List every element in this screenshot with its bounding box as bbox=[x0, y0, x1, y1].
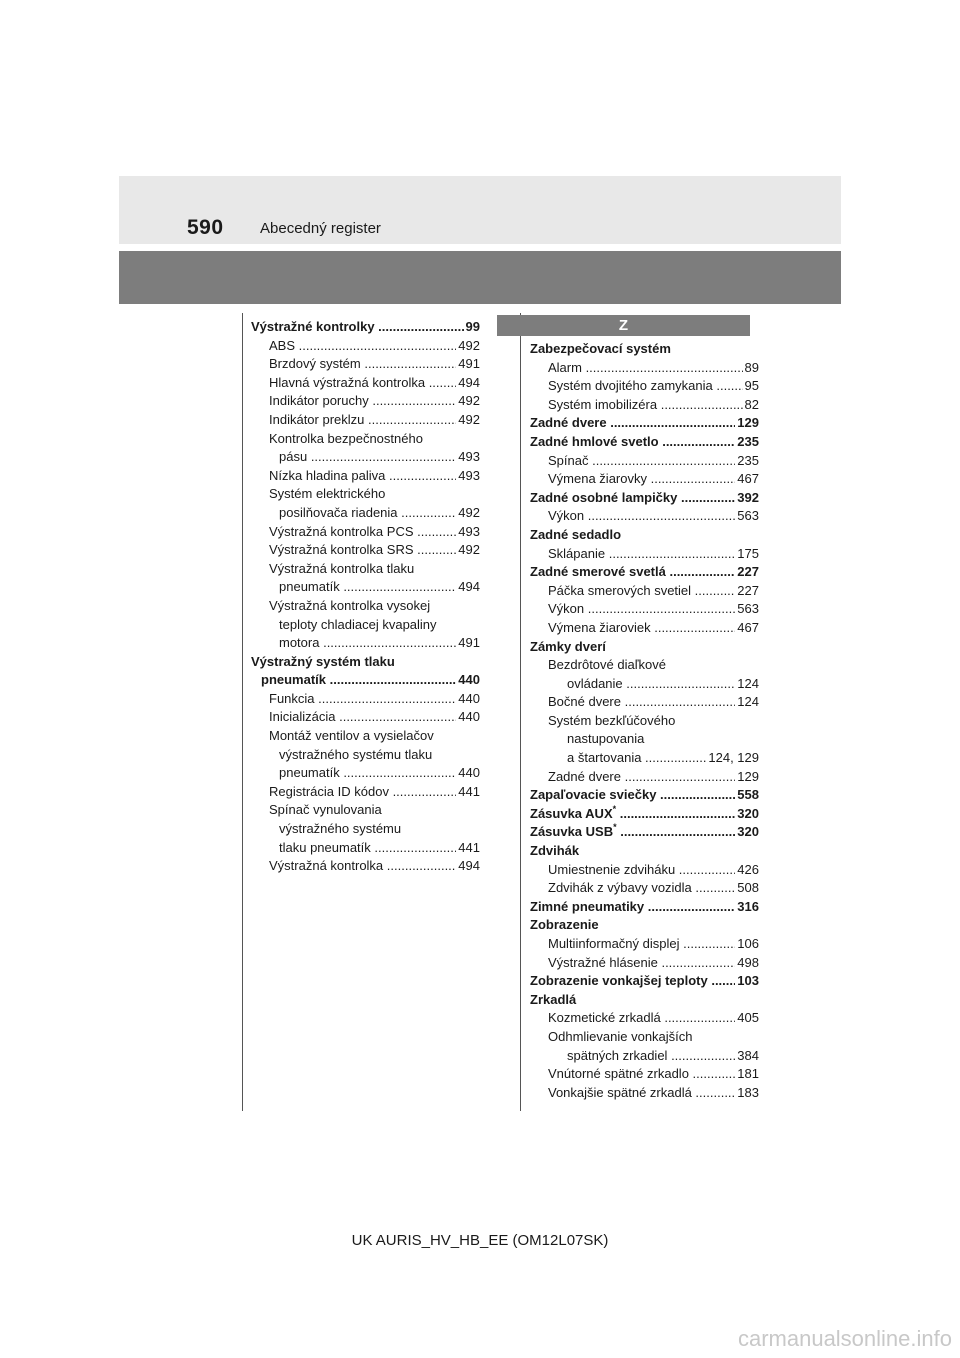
header-bar bbox=[119, 176, 841, 244]
entry-page-number: 467 bbox=[735, 619, 759, 638]
entry-text: Zadné osobné lampičky bbox=[530, 489, 678, 505]
entry-text: pneumatík bbox=[279, 765, 340, 781]
index-entry bbox=[530, 433, 759, 452]
entry-page-number: 508 bbox=[735, 879, 759, 898]
index-entry bbox=[530, 786, 759, 805]
entry-text: nastupovania bbox=[567, 731, 645, 747]
entry-text: Brzdový systém bbox=[269, 356, 361, 372]
entry-page-number: 124 bbox=[735, 693, 759, 712]
entry-page-number: 492 bbox=[456, 337, 480, 356]
entry-text: Zadné smerové svetlá bbox=[530, 564, 666, 580]
entry-text: Zobrazenie vonkajšej teploty bbox=[530, 973, 708, 989]
entry-text: Zámky dverí bbox=[530, 638, 606, 654]
index-entry bbox=[530, 1084, 759, 1103]
index-entry bbox=[251, 392, 480, 411]
index-entry bbox=[530, 1028, 759, 1047]
index-entry bbox=[530, 619, 759, 638]
entry-text: Systém bezkľúčového bbox=[548, 712, 676, 728]
entry-text: tlaku pneumatík bbox=[279, 839, 371, 855]
index-entry bbox=[530, 991, 759, 1010]
entry-page-number: 426 bbox=[735, 861, 759, 880]
index-entry bbox=[530, 1009, 759, 1028]
index-entry bbox=[530, 414, 759, 433]
index-entry bbox=[251, 337, 480, 356]
entry-page-number: 441 bbox=[456, 783, 480, 802]
entry-text: posilňovača riadenia bbox=[279, 504, 398, 520]
entry-text: teploty chladiacej kvapaliny bbox=[279, 616, 437, 632]
header-band bbox=[119, 251, 841, 304]
index-entry bbox=[530, 768, 759, 787]
index-entry bbox=[530, 675, 759, 694]
index-entry bbox=[530, 749, 759, 768]
entry-text: Výstražná kontrolka vysokej bbox=[269, 597, 431, 613]
right-column-rule bbox=[520, 313, 521, 1111]
entry-page-number: 320 bbox=[735, 823, 759, 842]
entry-text: Vonkajšie spätné zrkadlá bbox=[548, 1084, 692, 1100]
entry-text: Bezdrôtové diaľkové bbox=[548, 657, 666, 673]
entry-text: Alarm bbox=[548, 359, 582, 375]
entry-text: Multiinformačný displej bbox=[548, 936, 680, 951]
entry-page-number: 440 bbox=[456, 671, 480, 690]
index-entry bbox=[530, 935, 759, 954]
index-entry bbox=[530, 805, 759, 824]
entry-text: Kozmetické zrkadlá bbox=[548, 1010, 661, 1026]
index-entry bbox=[251, 411, 480, 430]
entry-page-number: 440 bbox=[456, 708, 480, 727]
entry-text: Výmena žiarovky bbox=[548, 471, 647, 487]
index-entry bbox=[251, 355, 480, 374]
index-entry bbox=[530, 359, 759, 378]
entry-text: Indikátor poruchy bbox=[269, 393, 369, 409]
entry-text: Výkon bbox=[548, 508, 585, 524]
entry-page-number: 493 bbox=[456, 448, 480, 467]
index-entry bbox=[251, 430, 480, 449]
entry-page-number: 227 bbox=[735, 563, 759, 582]
entry-page-number: 491 bbox=[456, 355, 480, 374]
index-entry bbox=[251, 727, 480, 746]
entry-text: pásu bbox=[279, 449, 308, 465]
entry-text: Odhmlievanie vonkajších bbox=[548, 1028, 693, 1044]
entry-text: Zásuvka AUX bbox=[530, 805, 613, 821]
entry-text: Výstražná kontrolka SRS bbox=[269, 542, 414, 558]
index-entry bbox=[251, 671, 480, 690]
index-entry bbox=[530, 489, 759, 508]
entry-text: Výmena žiaroviek bbox=[548, 619, 651, 635]
index-entry bbox=[251, 318, 480, 337]
index-entry bbox=[530, 507, 759, 526]
entry-text: Registrácia ID kódov bbox=[269, 783, 389, 799]
index-entry bbox=[251, 374, 480, 393]
entry-text: Systém imobilizéra bbox=[548, 396, 658, 412]
entry-page-number: 492 bbox=[456, 541, 480, 560]
entry-text: Výstražný systém tlaku bbox=[251, 653, 395, 669]
entry-page-number: 183 bbox=[735, 1084, 759, 1103]
entry-text: Výkon bbox=[548, 601, 585, 617]
index-entry bbox=[251, 597, 480, 616]
index-entry bbox=[251, 578, 480, 597]
index-entry bbox=[530, 1047, 759, 1066]
index-entry bbox=[530, 693, 759, 712]
entry-page-number: 89 bbox=[743, 359, 759, 378]
entry-text: Kontrolka bezpečnostného bbox=[269, 430, 423, 446]
index-entry bbox=[530, 396, 759, 415]
index-entry bbox=[251, 448, 480, 467]
index-entry bbox=[530, 563, 759, 582]
entry-page-number: 494 bbox=[456, 578, 480, 597]
entry-text: Zadné dvere bbox=[548, 768, 621, 784]
entry-page-number: 129 bbox=[735, 768, 759, 787]
entry-page-number: 129 bbox=[735, 414, 759, 433]
entry-text: Zimné pneumatiky bbox=[530, 898, 645, 914]
entry-text: Sklápanie bbox=[548, 545, 606, 561]
index-entry bbox=[530, 600, 759, 619]
entry-page-number: 498 bbox=[735, 954, 759, 973]
index-entry bbox=[530, 842, 759, 861]
entry-page-number: 82 bbox=[743, 396, 759, 415]
entry-text: Hlavná výstražná kontrolka bbox=[269, 374, 426, 390]
index-entry bbox=[251, 560, 480, 579]
entry-page-number: 103 bbox=[735, 972, 759, 991]
entry-page-number: 175 bbox=[735, 545, 759, 564]
entry-page-number: 492 bbox=[456, 411, 480, 430]
entry-page-number: 235 bbox=[735, 452, 759, 471]
index-entry bbox=[251, 783, 480, 802]
entry-text: Výstražné kontrolky bbox=[251, 319, 375, 334]
entry-page-number: 493 bbox=[456, 523, 480, 542]
index-column-right bbox=[530, 340, 759, 1102]
index-entry bbox=[251, 467, 480, 486]
index-entry bbox=[530, 377, 759, 396]
entry-text: výstražného systému bbox=[279, 821, 402, 837]
index-entry bbox=[530, 954, 759, 973]
entry-text: Zapaľovacie sviečky bbox=[530, 787, 657, 803]
index-entry bbox=[530, 526, 759, 545]
entry-text: Systém elektrického bbox=[269, 486, 386, 502]
index-entry bbox=[251, 523, 480, 542]
index-entry bbox=[530, 730, 759, 749]
footnote-marker: * bbox=[612, 804, 617, 814]
index-entry bbox=[530, 452, 759, 471]
entry-page-number: 405 bbox=[735, 1009, 759, 1028]
entry-page-number: 494 bbox=[456, 857, 480, 876]
entry-text: Zdvihák bbox=[530, 843, 580, 859]
entry-text: Zabezpečovací systém bbox=[530, 341, 671, 356]
entry-page-number: 492 bbox=[456, 504, 480, 523]
index-entry bbox=[530, 712, 759, 731]
index-column-left bbox=[251, 318, 480, 876]
entry-page-number: 392 bbox=[735, 489, 759, 508]
entry-page-number: 440 bbox=[456, 764, 480, 783]
entry-text: Zrkadlá bbox=[530, 991, 577, 1007]
entry-text: Zdvihák z výbavy vozidla bbox=[548, 880, 692, 896]
left-column-rule bbox=[242, 313, 243, 1111]
entry-text: Výstražná kontrolka PCS bbox=[269, 523, 414, 539]
entry-text: Nízka hladina paliva bbox=[269, 467, 386, 483]
index-entry bbox=[530, 916, 759, 935]
entry-page-number: 124, 129 bbox=[706, 749, 759, 768]
entry-page-number: 467 bbox=[735, 470, 759, 489]
index-entry bbox=[251, 616, 480, 635]
index-entry bbox=[251, 504, 480, 523]
entry-text: Výstražná kontrolka tlaku bbox=[269, 560, 415, 576]
entry-text: Funkcia bbox=[269, 690, 315, 706]
index-entry bbox=[251, 764, 480, 783]
entry-text: Montáž ventilov a vysielačov bbox=[269, 728, 434, 744]
entry-text: Inicializácia bbox=[269, 709, 336, 725]
index-entry bbox=[251, 485, 480, 504]
index-entry bbox=[251, 708, 480, 727]
entry-page-number: 227 bbox=[735, 582, 759, 601]
index-entry bbox=[251, 839, 480, 858]
entry-page-number: 563 bbox=[735, 507, 759, 526]
entry-text: Spínač vynulovania bbox=[269, 802, 382, 818]
index-entry bbox=[530, 656, 759, 675]
index-entry bbox=[530, 340, 759, 359]
index-entry bbox=[530, 638, 759, 657]
index-entry bbox=[530, 823, 759, 842]
entry-text: pneumatík bbox=[261, 672, 327, 688]
index-entry bbox=[251, 801, 480, 820]
entry-text: ABS bbox=[269, 337, 296, 353]
index-entry bbox=[530, 898, 759, 917]
entry-page-number: 491 bbox=[456, 634, 480, 653]
index-entry bbox=[251, 653, 480, 672]
entry-page-number: 124 bbox=[735, 675, 759, 694]
index-entry bbox=[530, 470, 759, 489]
entry-page-number: 95 bbox=[743, 377, 759, 396]
entry-page-number: 492 bbox=[456, 392, 480, 411]
entry-page-number: 235 bbox=[735, 433, 759, 452]
index-entry bbox=[251, 541, 480, 560]
entry-text: spätných zrkadiel bbox=[567, 1047, 668, 1063]
index-entry bbox=[530, 582, 759, 601]
entry-page-number: 563 bbox=[735, 600, 759, 619]
entry-text: Bočné dvere bbox=[548, 694, 621, 710]
entry-page-number: 493 bbox=[456, 467, 480, 486]
section-letter-bar: Z bbox=[497, 315, 750, 336]
entry-page-number: 181 bbox=[735, 1065, 759, 1084]
index-entry bbox=[251, 857, 480, 876]
index-entry bbox=[251, 690, 480, 709]
entry-text: Vnútorné spätné zrkadlo bbox=[548, 1066, 689, 1082]
entry-text: ovládanie bbox=[567, 675, 623, 691]
entry-page-number: 106 bbox=[735, 935, 759, 954]
entry-text: Zobrazenie bbox=[530, 917, 599, 933]
entry-text: Zadné sedadlo bbox=[530, 526, 622, 542]
entry-page-number: 440 bbox=[456, 690, 480, 709]
entry-page-number: 316 bbox=[735, 898, 759, 917]
entry-page-number: 494 bbox=[456, 374, 480, 393]
page-number: 590 bbox=[187, 216, 224, 239]
footnote-marker: * bbox=[613, 823, 617, 833]
entry-page-number: 384 bbox=[735, 1047, 759, 1066]
entry-text: Zásuvka USB bbox=[530, 824, 614, 840]
entry-text: motora bbox=[279, 635, 320, 651]
entry-text: pneumatík bbox=[279, 579, 340, 595]
document-footer: UK AURIS_HV_HB_EE (OM12L07SK) bbox=[351, 1232, 609, 1249]
entry-text: Zadné dvere bbox=[530, 415, 607, 431]
entry-text: Výstražné hlásenie bbox=[548, 954, 658, 970]
entry-text: výstražného systému tlaku bbox=[279, 746, 433, 762]
index-entry bbox=[251, 820, 480, 839]
entry-page-number: 441 bbox=[456, 839, 480, 858]
index-entry bbox=[530, 879, 759, 898]
entry-text: a štartovania bbox=[567, 750, 642, 766]
index-entry bbox=[251, 746, 480, 765]
page-title: Abecedný register bbox=[260, 220, 381, 237]
entry-text: Páčka smerových svetiel bbox=[548, 582, 692, 598]
index-entry bbox=[530, 972, 759, 991]
index-entry bbox=[530, 1065, 759, 1084]
entry-text: Systém dvojitého zamykania bbox=[548, 378, 713, 394]
index-entry bbox=[530, 545, 759, 564]
entry-text: Spínač bbox=[548, 452, 589, 468]
index-entry bbox=[530, 861, 759, 880]
entry-text: Umiestnenie zdviháku bbox=[548, 861, 676, 877]
entry-text: Zadné hmlové svetlo bbox=[530, 433, 659, 449]
entry-page-number: 558 bbox=[735, 786, 759, 805]
entry-text: Indikátor preklzu bbox=[269, 411, 365, 427]
entry-text: Výstražná kontrolka bbox=[269, 858, 384, 874]
index-entry bbox=[251, 634, 480, 653]
entry-page-number: 99 bbox=[464, 318, 480, 337]
entry-page-number: 320 bbox=[735, 805, 759, 824]
watermark: carmanualsonline.info bbox=[737, 1326, 952, 1351]
